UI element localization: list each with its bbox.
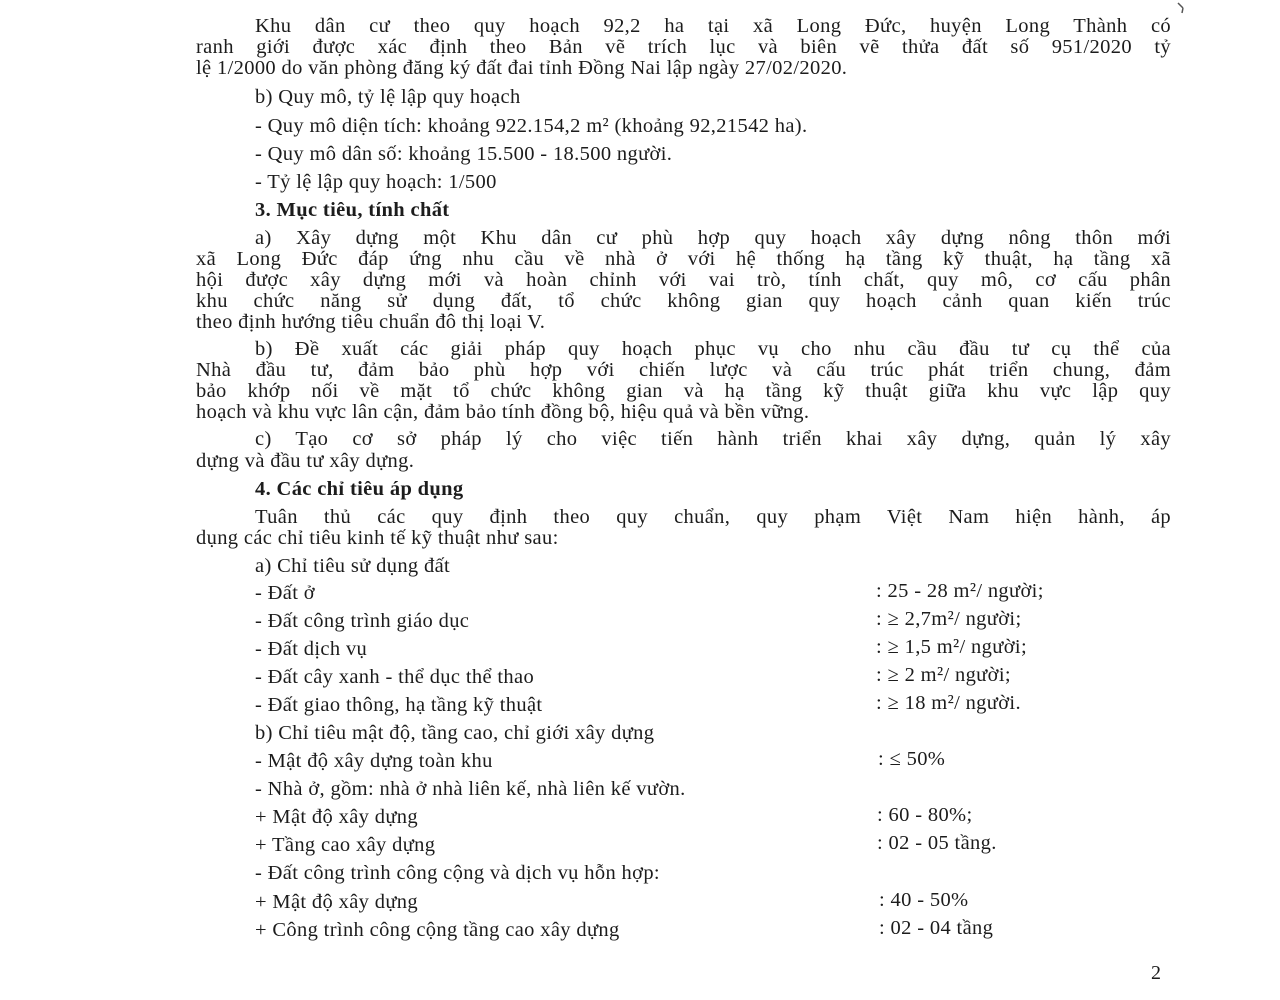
density-heading: b) Chỉ tiêu mật độ, tầng cao, chỉ giới xây dựng bbox=[255, 722, 655, 744]
scale-population: - Quy mô dân số: khoảng 15.500 - 18.500 người. bbox=[255, 143, 673, 165]
land-use-label: - Đất giao thông, hạ tầng kỹ thuật bbox=[255, 694, 543, 716]
section-4-intro-line: Tuân thủ các quy định theo quy chuẩn, quy phạm Việt Nam hiện hành, áp bbox=[255, 506, 1171, 528]
section-4-intro-line: dụng các chỉ tiêu kinh tế kỹ thuật như sau: bbox=[196, 527, 559, 549]
land-use-label: - Đất ở bbox=[255, 582, 315, 604]
land-use-label: - Đất cây xanh - thể dục thể thao bbox=[255, 666, 535, 688]
land-use-label: - Đất công trình giáo dục bbox=[255, 610, 470, 632]
land-use-heading: a) Chỉ tiêu sử dụng đất bbox=[255, 555, 451, 577]
intro-line-2: ranh giới được xác định theo Bản vẽ trích lục và biên vẽ thửa đất số 951/2020 tỷ bbox=[196, 36, 1171, 58]
section-3a-line: a) Xây dựng một Khu dân cư phù hợp quy hoạch xây dựng nông thôn mới bbox=[255, 227, 1171, 249]
public-label: + Công trình công cộng tầng cao xây dựng bbox=[255, 919, 620, 941]
section-3b-line: bảo khớp nối về mặt tổ chức không gian và hạ tầng kỹ thuật giữa khu vực lập quy bbox=[196, 380, 1171, 402]
section-4-heading: 4. Các chỉ tiêu áp dụng bbox=[255, 478, 464, 500]
corner-scan-mark bbox=[1176, 2, 1188, 14]
housing-heading: - Nhà ở, gồm: nhà ở nhà liên kế, nhà liên kế vườn. bbox=[255, 778, 686, 800]
scale-heading: b) Quy mô, tỷ lệ lập quy hoạch bbox=[255, 86, 521, 108]
density-total-value: : ≤ 50% bbox=[878, 748, 946, 770]
land-use-value: : 25 - 28 m²/ người; bbox=[876, 580, 1044, 602]
land-use-value: : ≥ 1,5 m²/ người; bbox=[876, 636, 1028, 658]
section-3b-line: Nhà đầu tư, đảm bảo phù hợp với chiến lược và cấu trúc phát triển chung, đảm bbox=[196, 359, 1171, 381]
land-use-value: : ≥ 2 m²/ người; bbox=[876, 664, 1011, 686]
section-3a-line: hội được xây dựng mới và hoàn chỉnh với vai trò, tính chất, quy mô, cơ cấu phân bbox=[196, 269, 1171, 291]
intro-line-1: Khu dân cư theo quy hoạch 92,2 ha tại xã Long Đức, huyện Long Thành có bbox=[255, 15, 1171, 37]
section-3a-line: xã Long Đức đáp ứng nhu cầu về nhà ở với hệ thống hạ tầng kỹ thuật, hạ tầng xã bbox=[196, 248, 1171, 270]
intro-line-3: lệ 1/2000 do văn phòng đăng ký đất đai tỉnh Đồng Nai lập ngày 27/02/2020. bbox=[196, 57, 848, 79]
density-total-label: - Mật độ xây dựng toàn khu bbox=[255, 750, 493, 772]
housing-value: : 60 - 80%; bbox=[877, 804, 973, 826]
scale-area: - Quy mô diện tích: khoảng 922.154,2 m² (khoảng 92,21542 ha). bbox=[255, 115, 808, 137]
section-3b-line: b) Đề xuất các giải pháp quy hoạch phục vụ cho nhu cầu đầu tư cụ thể của bbox=[255, 338, 1171, 360]
land-use-value: : ≥ 2,7m²/ người; bbox=[876, 608, 1022, 630]
scale-ratio: - Tỷ lệ lập quy hoạch: 1/500 bbox=[255, 171, 497, 193]
public-value: : 02 - 04 tầng bbox=[879, 917, 994, 939]
land-use-value: : ≥ 18 m²/ người. bbox=[876, 692, 1021, 714]
housing-value: : 02 - 05 tầng. bbox=[877, 832, 997, 854]
page-number: 2 bbox=[1151, 962, 1161, 984]
section-3-heading: 3. Mục tiêu, tính chất bbox=[255, 199, 450, 221]
housing-label: + Mật độ xây dựng bbox=[255, 806, 418, 828]
section-3c-line: c) Tạo cơ sở pháp lý cho việc tiến hành triển khai xây dựng, quản lý xây bbox=[255, 428, 1171, 450]
public-label: + Mật độ xây dựng bbox=[255, 891, 418, 913]
land-use-label: - Đất dịch vụ bbox=[255, 638, 368, 660]
public-value: : 40 - 50% bbox=[879, 889, 969, 911]
housing-label: + Tầng cao xây dựng bbox=[255, 834, 436, 856]
section-3c-line: dựng và đầu tư xây dựng. bbox=[196, 450, 415, 472]
section-3a-line: khu chức năng sử dụng đất, tổ chức không gian quy hoạch cảnh quan kiến trúc bbox=[196, 290, 1171, 312]
public-heading: - Đất công trình công cộng và dịch vụ hỗn hợp: bbox=[255, 862, 660, 884]
section-3b-line: hoạch và khu vực lân cận, đảm bảo tính đồng bộ, hiệu quả và bền vững. bbox=[196, 401, 810, 423]
section-3a-line: theo định hướng tiêu chuẩn đô thị loại V. bbox=[196, 311, 546, 333]
